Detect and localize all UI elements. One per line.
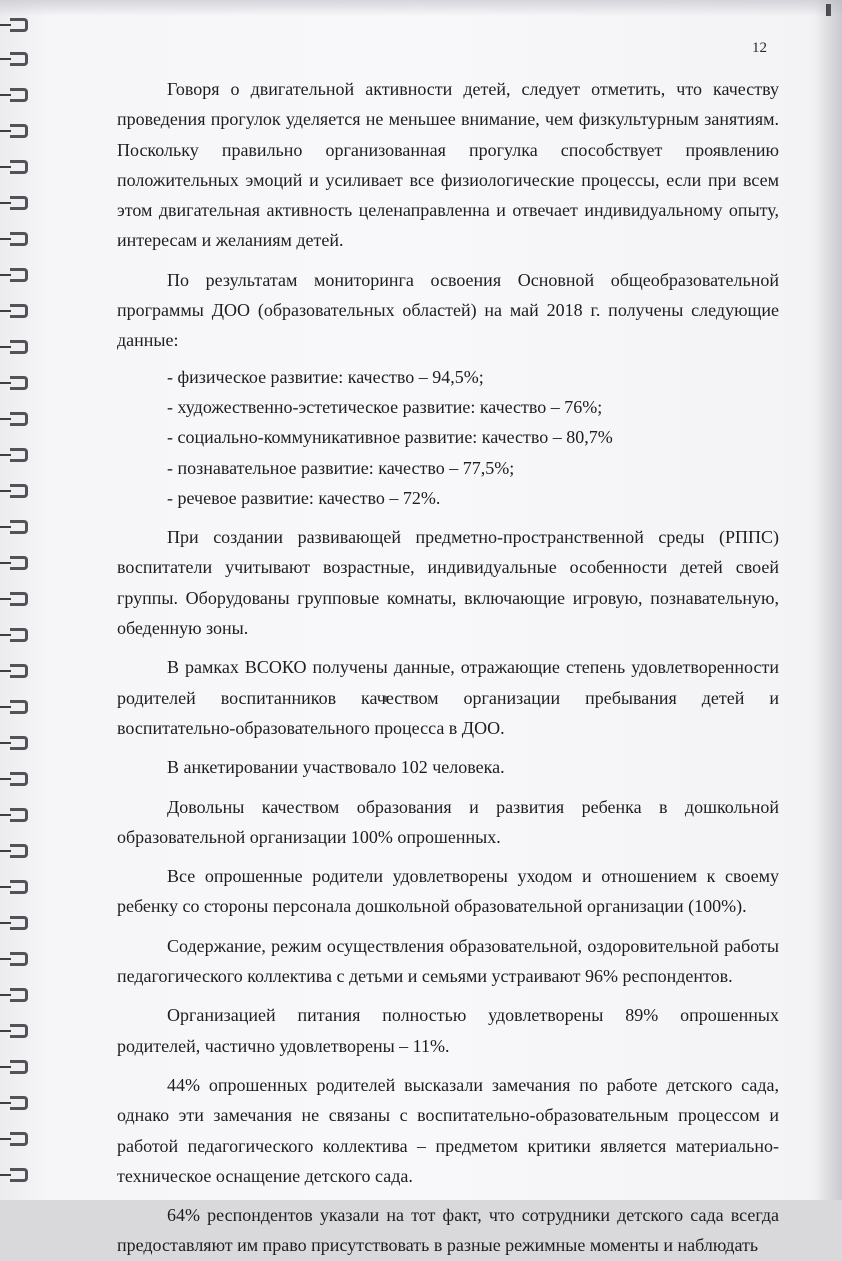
body-text	[117, 74, 779, 1261]
binding-ring	[10, 268, 28, 282]
list-item: - художественно-эстетическое развитие: качество – 76%;	[167, 396, 603, 417]
paragraph: По результатам мониторинга освоения Основной общеобразовательной программы ДОО (образовательных областей) на май 2018 г. получены следующие данные:	[117, 269, 779, 351]
binding-ring	[10, 844, 28, 858]
paragraph: Говоря о двигательной активности детей, следует отметить, что качеству проведения прогулок уделяется не меньшее внимание, чем физкультурным занятиям. Поскольку правильно организованная прогулка способствует проявлению положительных эмоций и усиливает все физиологические процессы, если при всем этом двигательная активность целенаправленна и отвечает индивидуальному опыту, интересам и желаниям детей.	[117, 79, 779, 251]
binding-ring	[10, 1060, 28, 1074]
paragraph: Организацией питания полностью удовлетворены 89% опрошенных родителей, частично удовлетворены – 11%.	[117, 1005, 779, 1056]
binding-ring	[10, 1096, 28, 1110]
list-item: - познавательное развитие: качество – 77,5%;	[167, 457, 515, 478]
binding-ring	[10, 1168, 28, 1182]
list-item: - социально-коммуникативное развитие: качество – 80,7%	[167, 427, 613, 448]
binding-ring	[10, 376, 28, 390]
binding-ring	[10, 1024, 28, 1038]
paragraph: В анкетировании участвовало 102 человека.	[167, 757, 505, 778]
paragraph: При создании развивающей предметно-пространственной среды (РППС) воспитатели учитывают возрастные, индивидуальные особенности детей своей группы. Оборудованы групповые комнаты, включающие игровую, познавательную, обеденную зоны.	[117, 527, 779, 639]
binding-ring	[10, 18, 28, 32]
binding-ring	[10, 412, 28, 426]
binding-ring	[10, 124, 28, 138]
binding-ring	[10, 808, 28, 822]
binding-ring	[10, 448, 28, 462]
binding-ring	[10, 916, 28, 930]
scan-mark	[826, 4, 831, 16]
binding-ring	[10, 196, 28, 210]
scan-shadow	[0, 0, 842, 16]
binding-ring	[10, 736, 28, 750]
binding-ring	[10, 232, 28, 246]
page-number: 12	[752, 40, 767, 56]
binding-ring	[10, 988, 28, 1002]
list-item: - физическое развитие: качество – 94,5%;	[167, 366, 484, 387]
binding-ring	[10, 628, 28, 642]
binding-ring	[10, 556, 28, 570]
binding-ring	[10, 772, 28, 786]
binding-ring	[10, 880, 28, 894]
binding-ring	[10, 160, 28, 174]
binding-ring	[10, 1132, 28, 1146]
paragraph: 44% опрошенных родителей высказали замечания по работе детского сада, однако эти замечания не связаны с воспитательно-образовательным процессом и работой педагогического коллектива – предметом критики является материально-техническое оснащение детского сада.	[117, 1074, 779, 1186]
binding-ring	[10, 88, 28, 102]
paragraph: Содержание, режим осуществления образовательной, оздоровительной работы педагогического коллектива с детьми и семьями устраивают 96% респондентов.	[117, 935, 779, 987]
binding-ring	[10, 304, 28, 318]
paragraph: 64% респондентов указали на тот факт, что сотрудники детского сада всегда предоставляют им право присутствовать в разные режимные моменты и наблюдать	[117, 1205, 779, 1256]
binding-ring	[10, 592, 28, 606]
binding-ring	[10, 700, 28, 714]
monitoring-list	[117, 362, 779, 513]
paragraph: Довольны качеством образования и развития ребенка в дошкольной образовательной организации 100% опрошенных.	[117, 796, 779, 847]
binding-ring	[10, 340, 28, 354]
list-item: - речевое развитие: качество – 72%.	[167, 487, 441, 508]
binding-ring	[10, 952, 28, 966]
spiral-binding	[0, 0, 38, 1200]
paragraph: Все опрошенные родители удовлетворены уходом и отношением к своему ребенку со стороны персонала дошкольной образовательной организации (100%).	[117, 866, 779, 917]
binding-ring	[10, 484, 28, 498]
binding-ring	[10, 52, 28, 66]
binding-ring	[10, 664, 28, 678]
paragraph: В рамках ВСОКО получены данные, отражающие степень удовлетворенности родителей воспитанников качеством организации пребывания детей и воспитательно-образовательного процесса в ДОО.	[117, 657, 779, 738]
binding-ring	[10, 520, 28, 534]
